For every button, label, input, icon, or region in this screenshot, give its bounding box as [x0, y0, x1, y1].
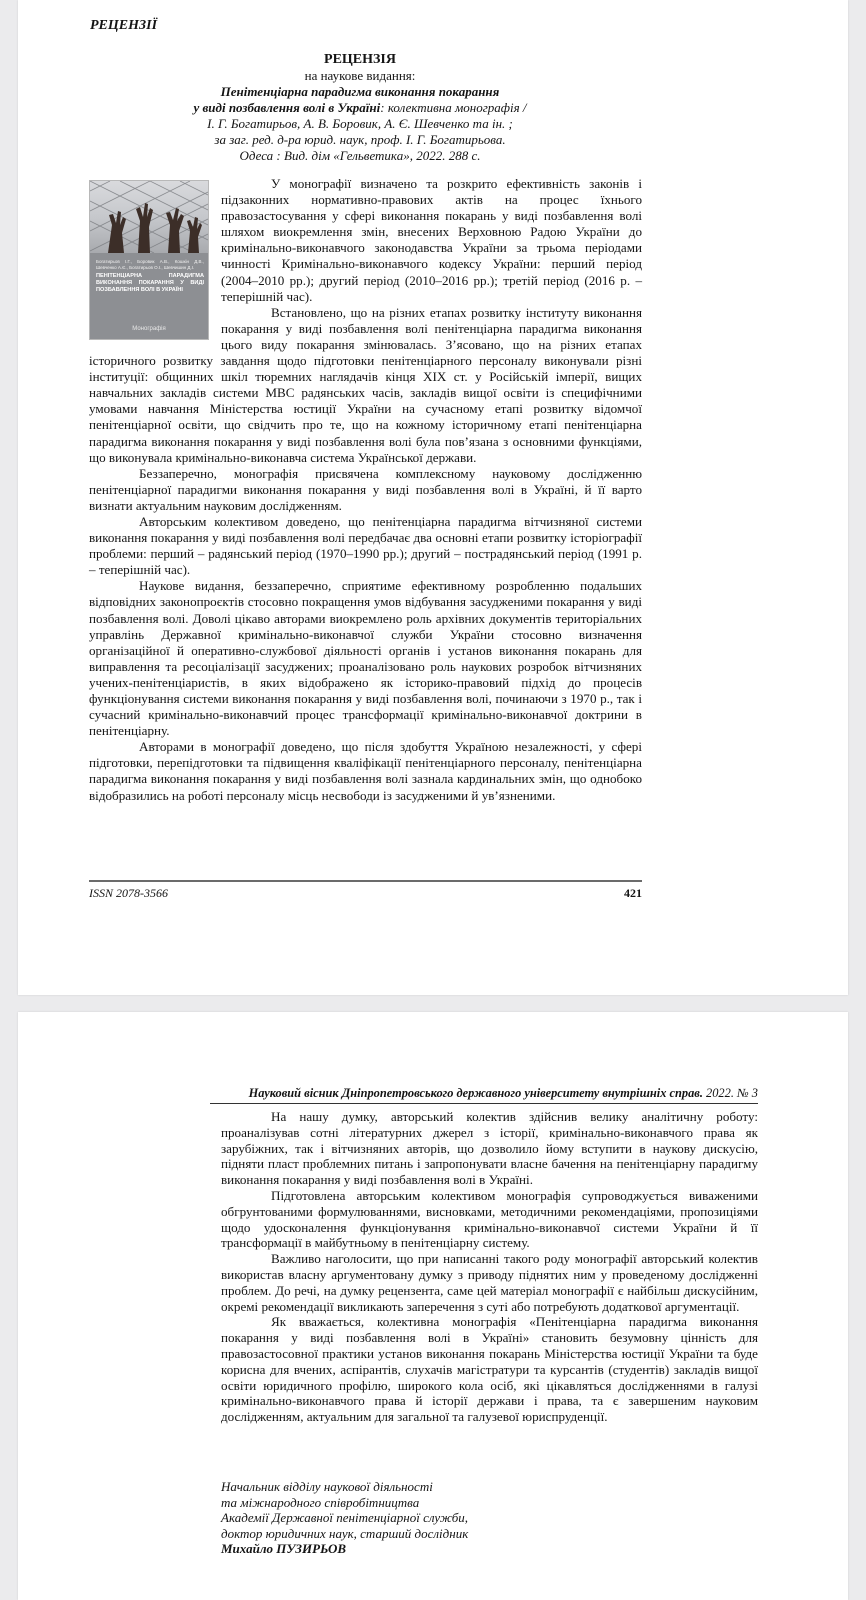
footer-page-number: 421	[624, 886, 642, 900]
signature-line: та міжнародного співробітництва	[221, 1494, 420, 1510]
review-subtitle: на наукове видання:	[304, 68, 416, 83]
paragraph: На нашу думку, авторський колектив здійснив велику аналітичну роботу: проаналізував сотні літературних джерел з історії, кримінально-виконавчого права як зарубіжних, так і вітчизняних авторів, що дозволило йому вступити в наукову дискусію, підняти пласт проблемних питань і запропонувати власне бачення на пенітенціарну парадигму виконання покарання у виді позбавлення волі в Україні.	[221, 1109, 758, 1188]
paragraph: Встановлено, що на різних етапах розвитку інституту виконання покарання у виді позбавлення волі пенітенціарна парадигма виконання цього виду покарання змінювалась. З’ясовано, що на різних етапах історичного розвитку завдання щодо підготовки пенітенціарного персоналу виконували різні інституції: общинних шкіл тюремних наглядачів кінця ХІХ ст. у Російській імперії, вищих навчальних закладів системи МВС радянських часів, закладів вищої освіти із специфічними умовами навчання Міністерства юстиції України на сучасному етапі розвитку відомчої пенітенціарної освіти, що свідчить про те, що на кожному історичному етапі пенітенціарна парадигма виконання покарання у виді позбавлення волі була пов’язана з основними функціями, що виконувала кримінально-виконавча система Української держави.	[89, 304, 642, 465]
fence-hands-illustration	[90, 181, 208, 253]
book-cover-image	[89, 180, 209, 340]
review-heading	[90, 52, 630, 164]
cover-type: Монографія	[132, 326, 166, 332]
paragraph: Наукове видання, беззаперечно, сприятиме ефективному розробленню подальших відповідних законопроєктів стосовно покращення умов відбування засудженими покарання у виді позбавлення волі. Доволі цікаво авторами виокремлено роль архівних документів територіальних управлінь Державної кримінально-виконавчої служби України стосовно визначення організаційної й оперативно-службової діяльності органів і установ виконання покарань для виправлення та ресоціалізації засуджених; проаналізовано роль наукових розробок вітчизняних учених-пенітенціаристів, в яких відображено як історико-правовий підхід до процесів функціонування системи виконання покарання у виді позбавлення волі, починаючи з 1970 р., так і сучасний кримінально-виконавчий процес трансформації кримінально-виконавчої доктрини в пенітенціарну.	[89, 578, 642, 739]
signature-line: доктор юридичних наук, старший дослідник	[221, 1525, 469, 1541]
footer-divider	[89, 880, 642, 882]
book-title-line2-rest: : колективна монографія /	[380, 100, 527, 115]
review-body-page2	[221, 1109, 758, 1425]
reviewer-signature	[221, 1479, 758, 1557]
cover-authors: Богатирьов І.Г., Боровик А.В., Кошкін Д.В., Шевченко А.Є., Богатирьов О.І., Шевчишин Д.І.	[96, 259, 204, 270]
book-title-line2	[90, 100, 630, 116]
book-authors: І. Г. Богатирьов, А. В. Боровик, А. Є. Шевченко та ін. ;	[207, 116, 513, 131]
journal-name: Науковий вісник Дніпропетровського державного університету внутрішніх справ.	[248, 1086, 703, 1100]
reviewer-name: Михайло ПУЗИРЬОВ	[221, 1541, 347, 1556]
review-body-page1	[89, 176, 642, 804]
paragraph-text: У монографії визначено та розкрито ефективність законів і підзаконних нормативно-правових актів на процес їхнього правозастосування у сфері виконання покарань у виді позбавлення волі шляхом виокремлення змін, внесених Верховною Радою України до кримінально-виконавчого законодавства України за трьома періодами чинності Кримінально-виконавчого кодексу України: перший період (2004–2010 рр.); другий період (2010–2016 рр.); третій період (2016 р. – теперішній час).	[221, 176, 642, 304]
book-editor: за заг. ред. д-ра юрид. наук, проф. І. Г. Богатирьова.	[214, 132, 506, 147]
book-title-line2-bold: у виді позбавлення волі в Україні	[193, 100, 381, 115]
paragraph: Авторським колективом доведено, що пенітенціарна парадигма вітчизняної системи виконання покарання у виді позбавлення волі передбачає два основні етапи розвитку історіографії проблеми: перший – радянський період (1970–1990 рр.); другий – пострадянський період (1991 р. – теперішній час).	[89, 513, 642, 578]
section-label: РЕЦЕНЗІЇ	[90, 18, 158, 33]
book-title-line1: Пенітенціарна парадигма виконання покарання	[220, 84, 500, 99]
journal-header-divider	[210, 1103, 758, 1104]
book-publisher: Одеса : Вид. дім «Гельветика», 2022. 288 с.	[239, 148, 481, 163]
signature-line: Начальник відділу наукової діяльності	[221, 1479, 433, 1494]
cover-photo-hands-fence	[90, 181, 208, 253]
review-title: РЕЦЕНЗІЯ	[324, 52, 396, 67]
journal-issue: 2022. № 3	[702, 1086, 758, 1100]
paragraph: Авторами в монографії доведено, що після здобуття Україною незалежності, у сфері підготовки, перепідготовки та підвищення кваліфікації пенітенціарного персоналу, пенітенціарна парадигма виконання покарання у виді позбавлення волі зазнала кардинальних змін, що однобоко відобразились на роботі персоналу місць несвободи із засудженими й ув’язненими.	[89, 739, 642, 803]
signature-line: Академії Державної пенітенціарної служби,	[221, 1510, 469, 1525]
paragraph: Підготовлена авторським колективом монографія супроводжується виваженими обгрунтованими формулюваннями, висновками, методичними рекомендаціями, пропозиціями щодо удосконалення функціонування кримінально-виконавчої системи України й її трансформації в майбутньому в пенітенціарну систему.	[221, 1187, 758, 1251]
footer-issn: ISSN 2078-3566	[89, 886, 168, 900]
paragraph: Як вважається, колективна монографія «Пенітенціарна парадигма виконання покарання у виді позбавлення волі в Україні» становить безумовну цінність для правозастосовної практики установ виконання покарань Міністерства юстиції України та буде корисна для вчених, аспірантів, слухачів магістратури та курсантів (студентів) закладів вищої освіти юридичного профілю, широкого кола осіб, які цікавляться дослідженнями в галузі кримінально-виконавчого права й історії держави і права, та є завершеним науковим дослідженням, актуальним для загальної та галузевої юриспруденції.	[221, 1314, 758, 1425]
cover-title: ПЕНІТЕНЦІАРНА ПАРАДИГМА ВИКОНАННЯ ПОКАРАННЯ У ВИДІ ПОЗБАВЛЕННЯ ВОЛІ В УКРАЇНІ	[96, 273, 204, 293]
paragraph: Важливо наголосити, що при написанні такого роду монографії авторський колектив використав власну аргументовану думку з приводу піднятих ним у проведеному дослідженні проблем. До речі, на думку рецензента, саме цей матеріал монографії є найбільш дискусійним, окремі рекомендації викликають заперечення з суті або потребують додаткової аргументації.	[221, 1251, 758, 1314]
paragraph: Беззаперечно, монографія присвячена комплексному науковому дослідженню пенітенціарної парадигми виконання покарання у виді позбавлення волі в Україні, й її варто визнати актуальним науковим дослідженням.	[89, 465, 642, 513]
journal-header	[210, 1086, 758, 1101]
